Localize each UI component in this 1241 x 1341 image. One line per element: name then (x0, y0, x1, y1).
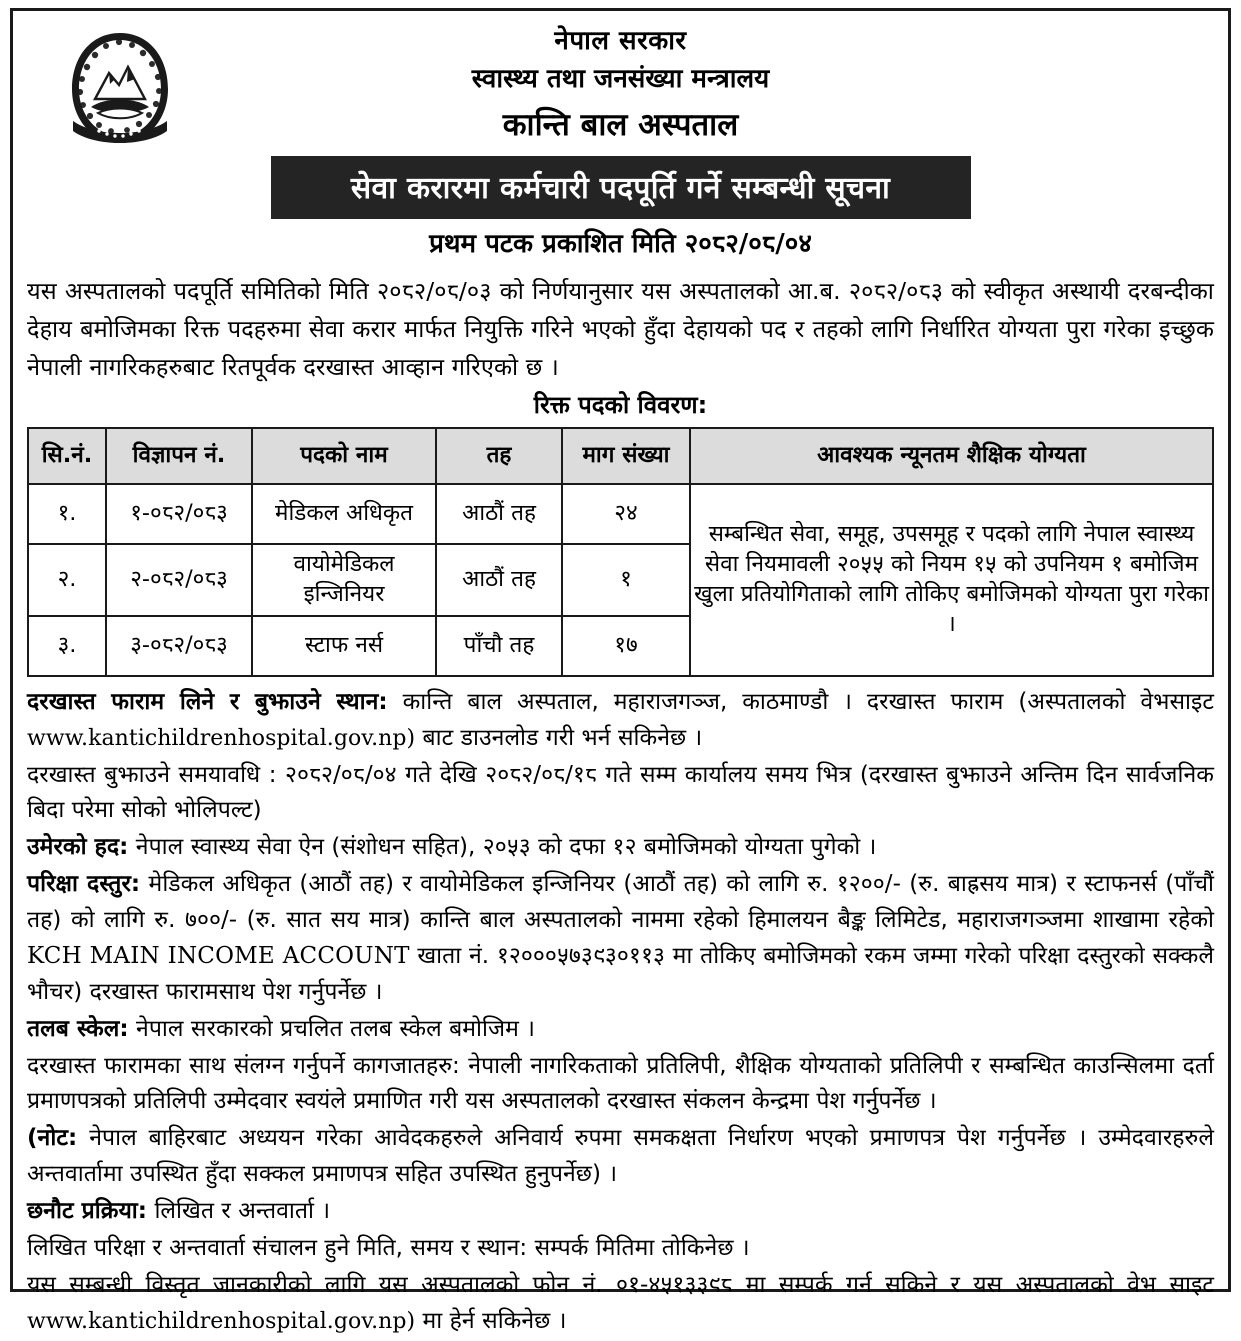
bank-account-name: KCH MAIN INCOME ACCOUNT (27, 942, 410, 969)
hospital-website-link[interactable]: www.kantichildrenhospital.gov.np) (27, 725, 416, 751)
ministry-name: स्वास्थ्य तथा जनसंख्या मन्त्रालय (471, 63, 770, 94)
exam-fee-text-second: खाता नं. १२०००५७३९३०११३ मा तोकिए बमोजिमको रकम जम्मा गरेको परिक्षा दस्तुरको सक्कलै भौचर) दरखास्त फारामसाथ पेश गर्नुपर्नेछ । (27, 942, 1214, 1005)
cell-post-name: स्टाफ नर्स (252, 616, 436, 676)
form-place-paragraph (27, 685, 1214, 757)
exam-fee-paragraph (27, 867, 1214, 1011)
table-caption: रिक्त पदको विवरण: (533, 390, 708, 419)
cell-level: पाँचौ तह (436, 616, 562, 676)
cell-serial-number: १. (28, 484, 106, 544)
note-text: नेपाल बाहिरबाट अध्ययन गरेका आवेदकहरुले अनिवार्य रुपमा समकक्षता निर्धारण भएको प्रमाणपत्र पेश गर्नुपर्नेछ । उम्मेदवारहरुले अन्तवार्तामा उपस्थित हुँदा सक्कल प्रमाणपत्र सहित उपस्थित हुनुपर्नेछ) । (27, 1125, 1214, 1188)
selection-process-text: लिखित र अन्तवार्ता । (154, 1198, 331, 1225)
note-paragraph (27, 1121, 1214, 1193)
header-qualification: आवश्यक न्यूनतम शैक्षिक योग्यता (690, 428, 1213, 484)
cell-advertisement-number: ३-०८२/०८३ (106, 616, 252, 676)
header-serial-number: सि.नं. (28, 428, 106, 484)
cell-post-name: मेडिकल अधिकृत (252, 484, 436, 544)
publication-date: प्रथम पटक प्रकाशित मिति २०८२/०८/०४ (429, 228, 812, 259)
table-row (28, 484, 1213, 544)
exam-fee-label: परिक्षा दस्तुर: (27, 871, 141, 898)
cell-advertisement-number: १-०८२/०८३ (106, 484, 252, 544)
intro-paragraph: यस अस्पतालको पदपूर्ति समितिको मिति २०८२/०८/०३ को निर्णयानुसार यस अस्पतालको आ.ब. २०८२/०८३ को स्वीकृत अस्थायी दरबन्दीका देहाय बमोजिमका रिक्त पदहरुमा सेवा करार मार्फत नियुक्ति गरिने भएको हुँदा देहायको पद र तहको लागि निर्धारित योग्यता पुरा गरेका इच्छुक नेपाली नागरिकहरुबाट रितपूर्वक दरखास्त आव्हान गरिएको छ । (27, 276, 1214, 381)
government-name: नेपाल सरकार (554, 26, 687, 56)
deadline-paragraph: दरखास्त बुझाउने समयावधि : २०८२/०८/०४ गते देखि २०८२/०८/१८ गते सम्म कार्यालय समय भित्र (दरखास्त बुझाउने अन्तिम दिन सार्वजनिक बिदा परेमा सोको भोलिपल्ट) (27, 761, 1214, 824)
header-advertisement-number: विज्ञापन नं. (106, 428, 252, 484)
selection-process-label: छनौट प्रक्रिया: (27, 1198, 148, 1225)
cell-post-name: वायोमेडिकल इन्जिनियर (252, 544, 436, 616)
note-label: (नोट: (27, 1125, 78, 1152)
cell-demand-count: २४ (562, 484, 690, 544)
age-limit-text: नेपाल स्वास्थ्य सेवा ऐन (संशोधन सहित), २०५३ को दफा १२ बमोजिमको योग्यता पुगेको । (135, 834, 877, 861)
contact-website-link[interactable]: www.kantichildrenhospital.gov.np) (27, 1308, 416, 1334)
contact-text-first: यस सम्बन्धी विस्तृत जानकारीको लागि यस अस्पतालको फोन नं. ०१-४५१३३९८ मा सम्पर्क गर्न सकिने र यस अस्पतालको वेभ साइट (27, 1271, 1214, 1298)
salary-scale-text: नेपाल सरकारको प्रचलित तलब स्केल बमोजिम । (136, 1015, 536, 1042)
contact-text-second: मा हेर्न सकिनेछ । (422, 1307, 567, 1334)
salary-scale-paragraph (27, 1012, 1214, 1048)
cell-demand-count: १ (562, 544, 690, 616)
nepal-government-emblem-icon (65, 27, 175, 165)
vacancy-table (27, 427, 1214, 677)
notice-sheet (10, 8, 1231, 1334)
cell-serial-number: २. (28, 544, 106, 616)
cell-serial-number: ३. (28, 616, 106, 676)
salary-scale-label: तलब स्केल: (27, 1015, 129, 1042)
header-demand-count: माग संख्या (562, 428, 690, 484)
notice-header (27, 21, 1214, 262)
notice-body (27, 685, 1214, 1341)
contact-paragraph (27, 1268, 1214, 1340)
age-limit-paragraph (27, 830, 1214, 866)
cell-qualification: सम्बन्धित सेवा, समूह, उपसमूह र पदको लागि नेपाल स्वास्थ्य सेवा नियमावली २०५५ को नियम १५ को उपनियम १ बमोजिम खुला प्रतियोगिताको लागि तोकिए बमोजिमको योग्यता पुरा गरेका । (690, 484, 1213, 676)
cell-demand-count: १७ (562, 616, 690, 676)
notice-banner-title: सेवा करारमा कर्मचारी पदपूर्ति गर्ने सम्बन्धी सूचना (271, 156, 971, 219)
age-limit-label: उमेरको हद: (27, 834, 129, 861)
exam-schedule-paragraph: लिखित परिक्षा र अन्तवार्ता संचालन हुने मिति, समय र स्थान: सम्पर्क मितिमा तोकिनेछ । (27, 1234, 750, 1261)
header-post-name: पदको नाम (252, 428, 436, 484)
table-header-row (28, 428, 1213, 484)
cell-level: आठौं तह (436, 544, 562, 616)
header-level: तह (436, 428, 562, 484)
form-place-text-first: कान्ति बाल अस्पताल, महाराजगञ्ज, काठमाण्डौ । दरखास्त फाराम (अस्पतालको वेभसाइट (402, 688, 1214, 715)
form-place-label: दरखास्त फाराम लिने र बुझाउने स्थान: (27, 688, 388, 715)
cell-level: आठौं तह (436, 484, 562, 544)
required-documents-paragraph: दरखास्त फारामका साथ संलग्न गर्नुपर्ने कागजातहरु: नेपाली नागरिकताको प्रतिलिपी, शैक्षिक योग्यताको प्रतिलिपी र सम्बन्धित काउन्सिलमा दर्ता प्रमाणपत्रको प्रतिलिपी उम्मेदवार स्वयंले प्रमाणित गरी यस अस्पतालको दरखास्त संकलन केन्द्रमा पेश गर्नुपर्नेछ । (27, 1052, 1214, 1115)
selection-process-paragraph (27, 1194, 1214, 1230)
cell-advertisement-number: २-०८२/०८३ (106, 544, 252, 616)
exam-fee-text-first: मेडिकल अधिकृत (आठौं तह) र वायोमेडिकल इन्जिनियर (आठौं तह) को लागि रु. १२००/- (रु. बाह्रसय मात्र) र स्टाफनर्स (पाँचौं तह) को लागि रु. ७००/- (रु. सात सय मात्र) कान्ति बाल अस्पतालको नाममा रहेको हिमालयन बैङ्क लिमिटेड, महाराजगञ्जमा शाखामा रहेको (27, 871, 1214, 934)
form-place-text-second: बाट डाउनलोड गरी भर्न सकिनेछ । (422, 724, 703, 751)
hospital-name: कान्ति बाल अस्पताल (502, 106, 739, 143)
